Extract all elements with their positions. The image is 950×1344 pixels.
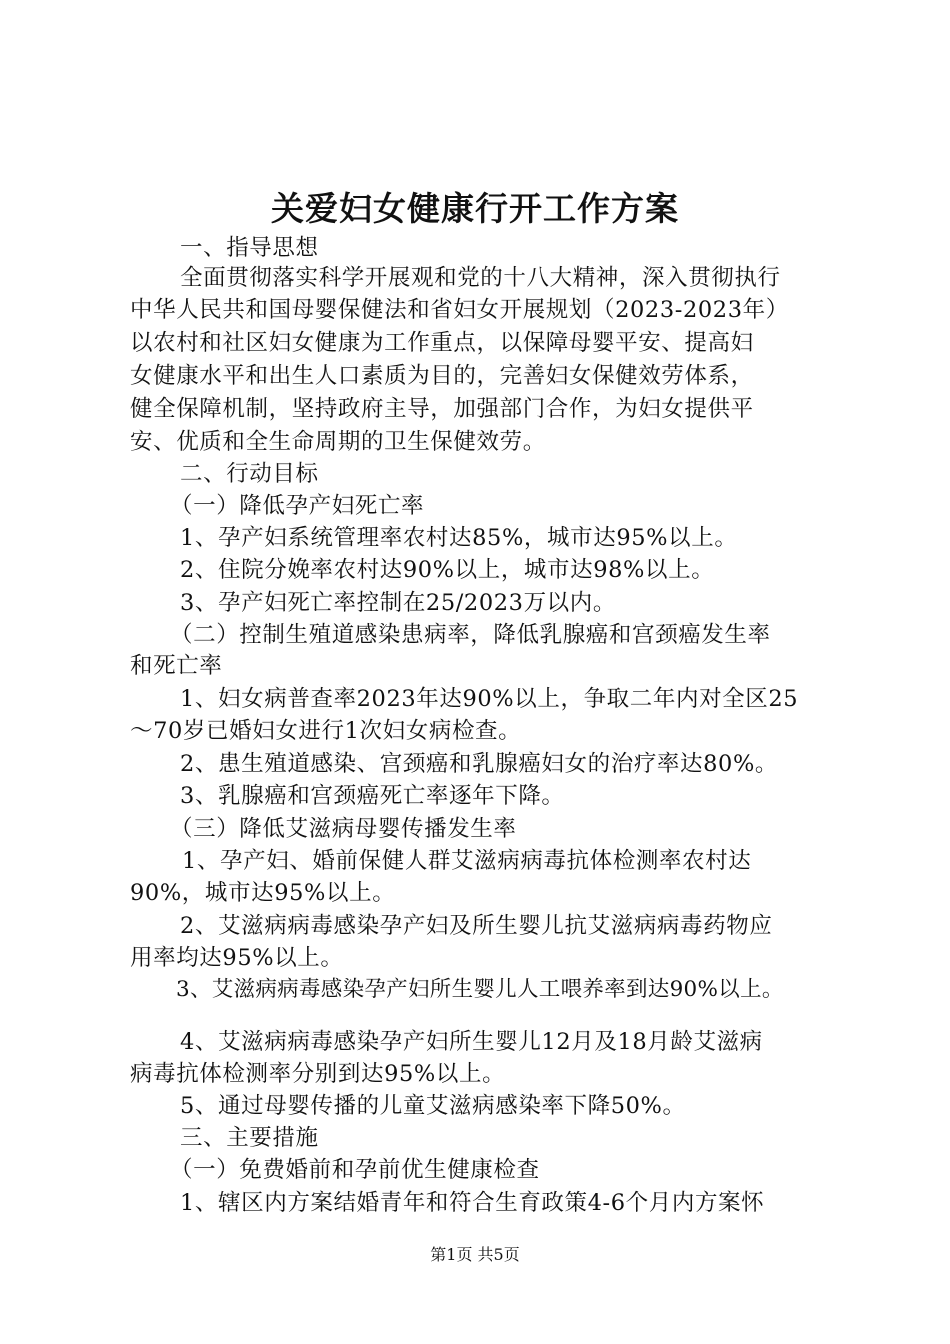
- list-item: 5、通过母婴传播的儿童艾滋病感染率下降50%。: [180, 1093, 686, 1119]
- subsection-heading: （二）控制生殖道感染患病率，降低乳腺癌和宫颈癌发生率: [170, 622, 771, 648]
- list-item: 2、患生殖道感染、宫颈癌和乳腺癌妇女的治疗率达80%。: [180, 751, 779, 777]
- list-item: 3、艾滋病病毒感染孕产妇所生婴儿人工喂养率到达90%以上。: [176, 977, 784, 1002]
- paragraph-line: 安、优质和全生命周期的卫生保健效劳。: [130, 429, 546, 455]
- list-item: 90%，城市达95%以上。: [130, 880, 396, 906]
- section-heading: 二、行动目标: [180, 461, 319, 487]
- paragraph-line: 女健康水平和出生人口素质为目的，完善妇女保健效劳体系，: [130, 363, 754, 389]
- list-item: 2、住院分娩率农村达90%以上，城市达98%以上。: [180, 557, 715, 583]
- list-item: 1、辖区内方案结婚青年和符合生育政策4-6个月内方案怀: [180, 1190, 765, 1216]
- list-item: 3、乳腺癌和宫颈癌死亡率逐年下降。: [180, 783, 565, 809]
- list-item: 3、孕产妇死亡率控制在25/2023万以内。: [180, 590, 616, 616]
- document-title: 关爱妇女健康行开工作方案: [271, 189, 679, 228]
- list-item: 1、妇女病普查率2023年达90%以上，争取二年内对全区25: [180, 686, 799, 712]
- paragraph-line: 健全保障机制，坚持政府主导，加强部门合作，为妇女提供平: [130, 396, 754, 422]
- list-item: 用率均达95%以上。: [130, 945, 344, 971]
- subsection-heading: 和死亡率: [130, 653, 223, 679]
- list-item: 4、艾滋病病毒感染孕产妇所生婴儿12月及18月龄艾滋病: [180, 1029, 763, 1055]
- section-heading: 三、主要措施: [180, 1125, 319, 1151]
- paragraph-line: 全面贯彻落实科学开展观和党的十八大精神，深入贯彻执行: [180, 265, 781, 291]
- list-item: 1、孕产妇系统管理率农村达85%，城市达95%以上。: [180, 525, 738, 551]
- list-item: 1、孕产妇、婚前保健人群艾滋病病毒抗体检测率农村达: [182, 848, 752, 874]
- paragraph-line: 以农村和社区妇女健康为工作重点，以保障母婴平安、提高妇: [130, 330, 754, 356]
- section-heading: 一、指导思想: [180, 235, 319, 261]
- list-item: 病毒抗体检测率分别到达95%以上。: [130, 1061, 506, 1087]
- list-item: 2、艾滋病病毒感染孕产妇及所生婴儿抗艾滋病病毒药物应: [180, 913, 773, 939]
- subsection-heading: （一）免费婚前和孕前优生健康检查: [170, 1157, 540, 1183]
- subsection-heading: （三）降低艾滋病母婴传播发生率: [170, 816, 517, 842]
- paragraph-line: 中华人民共和国母婴保健法和省妇女开展规划（2023-2023年）: [130, 297, 789, 323]
- page-footer: 第1页 共5页: [430, 1245, 520, 1264]
- subsection-heading: （一）降低孕产妇死亡率: [170, 493, 425, 519]
- list-item: ～70岁已婚妇女进行1次妇女病检查。: [130, 718, 522, 744]
